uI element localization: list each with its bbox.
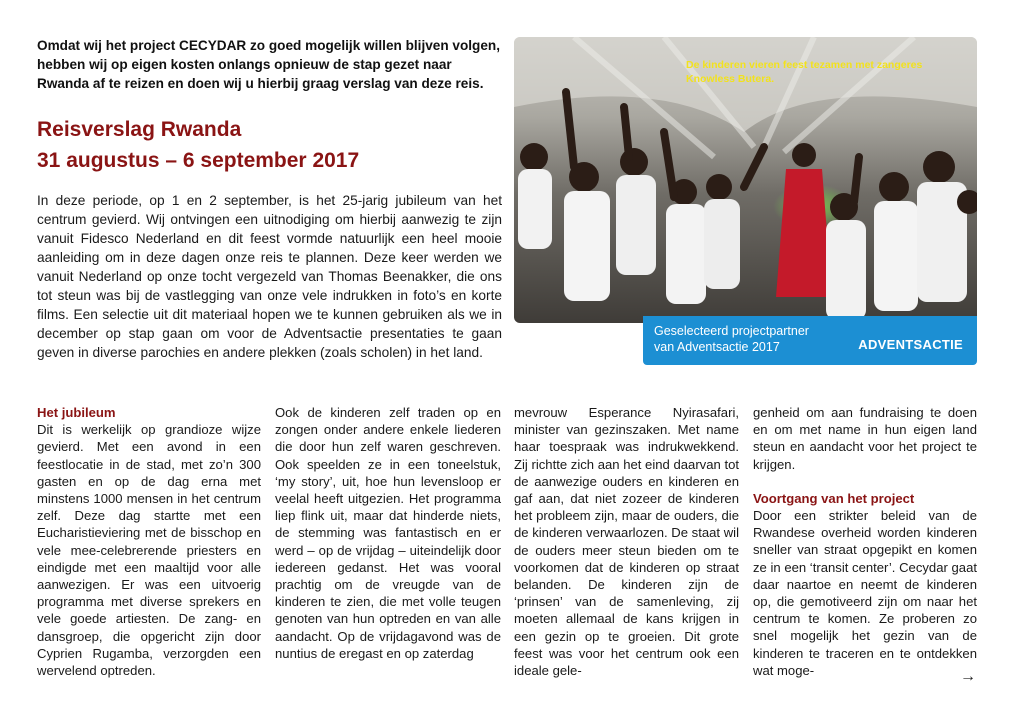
next-page-arrow-icon[interactable]: → <box>960 668 976 685</box>
title-line-2: 31 augustus – 6 september 2017 <box>37 149 360 172</box>
heading-het-jubileum: Het jubileum <box>37 405 116 420</box>
column-1 <box>37 404 261 679</box>
title-line-1: Reisverslag Rwanda <box>37 118 242 141</box>
column-3-text: mevrouw Esperance Nyirasafari, minister van gezinszaken. Met name haar toespraak was indrukwekkend. Zij richtte zich aan het eind daarvan tot de aanwezige ouders en kinderen en gaf aan, dat niet zozeer de kinderen het probleem zijn, maar de ouders, die de kinderen verwaarlozen. De staat wil de ouders meer steun bieden om te voorkomen dat de kinderen op straat belanden. De kinderen zijn de ‘prinsen’ van de samenleving, zij moeten allemaal de kans krijgen in een gezin op te groeien. Dit grote feest was voor het centrum ook een ideale gele- <box>514 405 739 679</box>
lead-paragraph: In deze periode, op 1 en 2 september, is het 25-jarig jubileum van het centrum gevierd. Wij ontvingen een uitnodiging om hierbij aanwezig te zijn vanuit Fidesco Nederland en dit feest vormde natuurlijk een heel mooie aanleiding om in deze dagen onze reis te plannen. Deze keer werden we vanuit Nederland op onze tocht vergezeld van Thomas Beenakker, die ons tot steun was bij de vastlegging van onze vele indrukken in foto’s en korte films. Een selectie uit dit materiaal hopen we te kunnen gebruiken als we in december op stap gaan om voor de Adventsactie presentaties te gaan geven in diverse parochies en andere plekken (zoals scholen) in het land. <box>37 193 502 360</box>
column-4 <box>753 404 977 679</box>
column-1-text: Dit is werkelijk op grandioze wijze gevierd. Met een avond in een feestlocatie in de stad, met zo’n 300 gasten en op de dag erna met minstens 1000 mensen in het centrum zelf. Deze dag startte met een Eucharistieviering met de bisschop en vele mee-celebrerende priesters en eindigde met een maaltijd voor alle aanwezigen. Er was een uitvoerig programma met diverse sprekers en vele goede artiesten. De zang- en dansgroep, die opgericht zijn door Cyprien Rugamba, verzorgden een wervelend optreden. <box>37 422 261 679</box>
column-2 <box>275 404 501 662</box>
paragraph-gap <box>753 473 977 490</box>
intro-paragraph: Omdat wij het project CECYDAR zo goed mogelijk willen blijven volgen, hebben wij op eigen kosten onlangs opnieuw de stap gezet naar Rwanda af te reizen en doen wij u hierbij graag verslag van deze reis. <box>37 38 501 91</box>
badge-text <box>654 323 809 355</box>
article-title <box>37 114 507 176</box>
column-4-text: genheid om aan fundraising te doen en om met name in hun eigen land steun en aandacht voor het project te krijgen. <box>753 405 977 472</box>
badge-line-2: van Adventsactie 2017 <box>654 340 780 354</box>
adventsactie-logo: ADVENTSACTIE <box>858 337 963 352</box>
adventsactie-badge <box>643 316 977 365</box>
photo-caption: De kinderen vieren feest tezamen met zangeres Knowless Butera. <box>686 59 923 85</box>
badge-line-1: Geselecteerd projectpartner <box>654 324 809 338</box>
column-4-text-2: Door een strikter beleid van de Rwandese overheid worden kinderen sneller van straat opgepikt en komen ze in een ‘transit center’. Cecydar gaat daar naartoe en neemt de kinderen op, die gemotiveerd zijn om naar het centrum te komen. Ze proberen zo snel mogelijk het gezin van de kinderen te traceren en te ontdekken wat moge- <box>753 508 977 678</box>
column-2-text: Ook de kinderen zelf traden op en zongen onder andere enkele liederen die door hun zelf waren geschreven. Ook speelden ze in een toneelstuk, ‘my story’, uit, hoe hun levensloop er veelal heeft uitgezien. Het programma liep flink uit, maar dat hinderde niets, de stemming was fantastisch en er werd – op de vrijdag – uiteindelijk door iedereen gedanst. Het was vooral prachtig om de vreugde van de kinderen te zien, die met volle teugen genoten van hun optreden en van alle aandacht. Op de vrijdagavond was de nuntius de eregast en op zaterdag <box>275 405 501 661</box>
column-3 <box>514 404 739 679</box>
heading-voortgang: Voortgang van het project <box>753 490 915 506</box>
